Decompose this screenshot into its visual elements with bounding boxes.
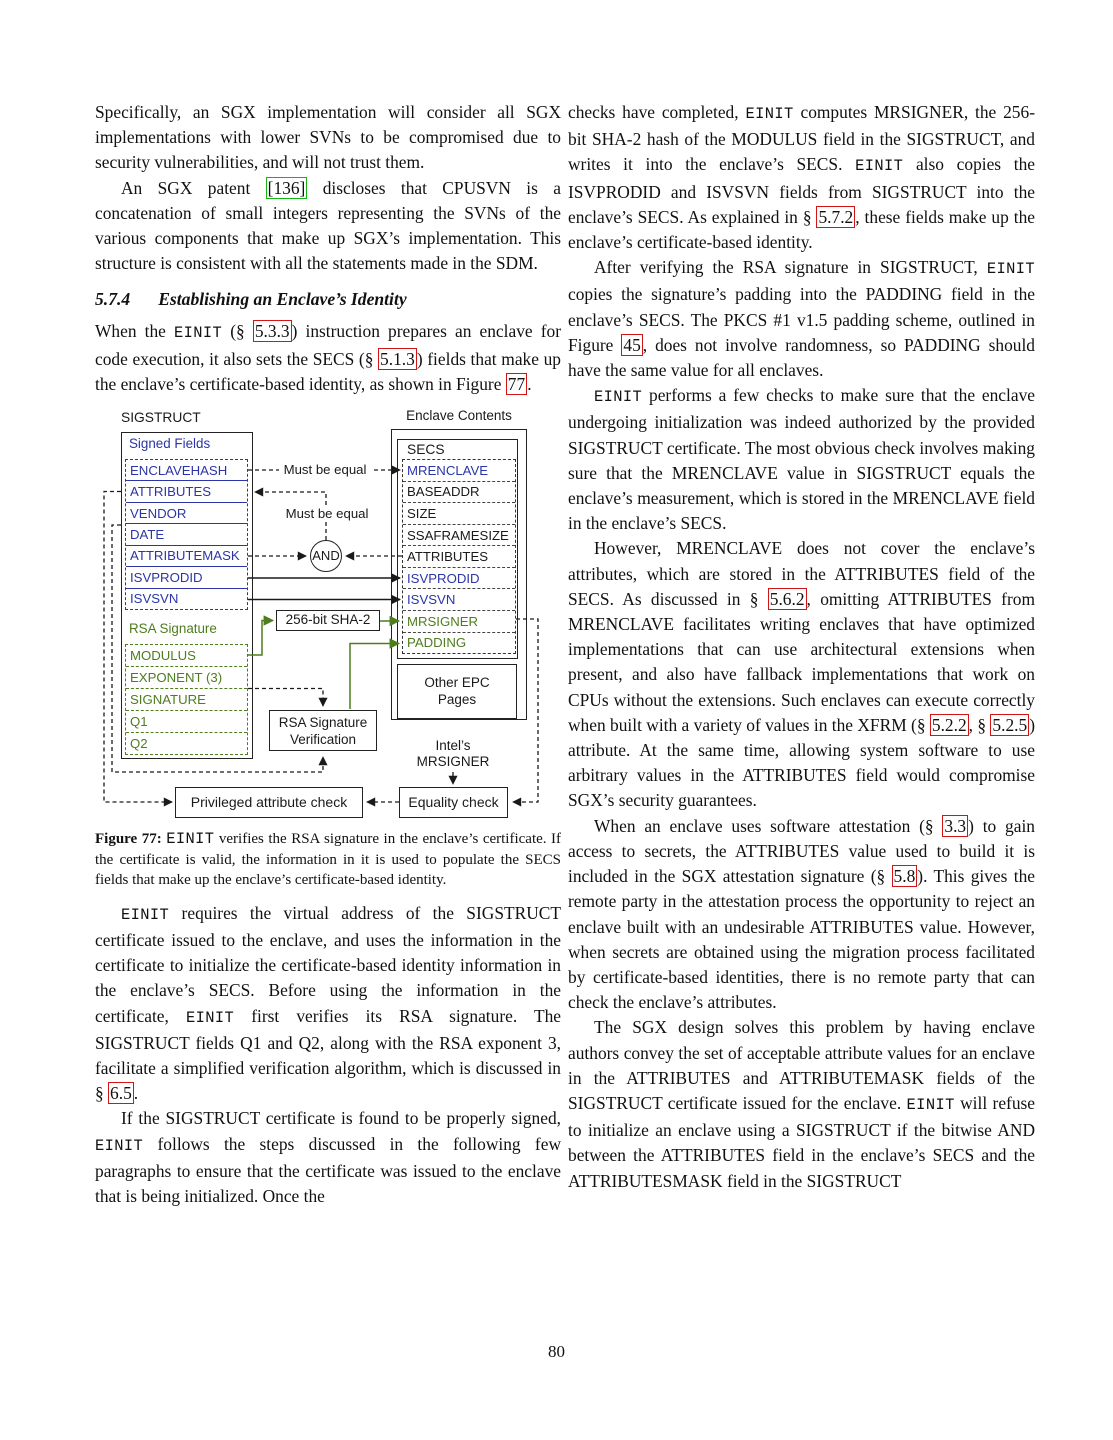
figure-caption: Figure 77: EINIT verifies the RSA signature in the enclave’s certificate. If the certificate is valid, the information in it is used to populate the SECS fields that make up the enclave’s certificate-based identity. (95, 830, 562, 889)
paragraph: An SGX patent [136] discloses that CPUSVN is a concatenation of small integers representing the SVNs of the various components that make up SGX’s implementation. This structure is consistent with all the statements made in the SDM. (95, 177, 561, 274)
inline-code: EINIT (166, 830, 215, 849)
field-row-enclavehash: ENCLAVEHASH (126, 460, 247, 481)
paragraph: However, MRENCLAVE does not cover the enclave’s attributes, which are stored in the ATTRIBUTES field of the SECS. As discussed in § 5.6.2 , omitting ATTRIBUTES from MRENCLAVE facilitates writing enclaves that have optimized implementations that can use architectural extensions when present, and also have fallback implementations that work on CPUs without the extensions. Such enclaves can execute correctly when built with a variety of values in the XFRM (§ 5.2.2 , § 5.2.5 ) attribute. At the same time, allowing system software to use arbitrary values in the ATTRIBUTES field would compromise SGX’s security guarantees. (568, 538, 1035, 811)
left-column (95, 100, 561, 1209)
section-ref-link[interactable]: 5.3.3 (254, 321, 290, 342)
section-ref-link[interactable]: 5.8 (893, 866, 916, 887)
inline-code: EINIT (745, 105, 794, 123)
paragraph: If the SIGSTRUCT certificate is found to be properly signed, EINIT follows the steps discussed in the following few paragraphs to ensure that the certificate was issued to the enclave that is being initialized. Once the (95, 1108, 561, 1207)
paragraph: After verifying the RSA signature in SIGSTRUCT, EINIT copies the signature’s padding into the PADDING field in the enclave’s SECS. The PKCS #1 v1.5 padding scheme, outlined in Figure 45 , does not involve randomness, so PADDING should have the same value for all enclaves. (568, 257, 1035, 381)
field-row-signature: SIGNATURE (126, 689, 247, 711)
inline-code: EINIT (906, 1095, 955, 1114)
field-row-attributes: ATTRIBUTES (403, 546, 515, 568)
right-column (568, 100, 1035, 1194)
intel-mrsigner-label (393, 738, 513, 770)
inline-code: EINIT (121, 905, 170, 924)
section-ref-link[interactable]: 5.1.3 (380, 348, 415, 369)
figure-77-diagram (95, 407, 561, 821)
paragraph: Specifically, an SGX implementation will consider all SGX implementations with lower SVNs to be compromised due to security vulnerabilities, and will not trust them. (95, 102, 561, 173)
rsa-verification-box (269, 710, 377, 751)
secs-fields-box (402, 459, 516, 654)
paragraph: EINIT performs a few checks to make sure that the enclave undergoing initialization was indeed authorized by the provided SIGSTRUCT certificate. The most obvious check involves making sure that the MRENCLAVE value in SIGSTRUCT equals the enclave’s measurement, which is stored in the MRENCLAVE field in the enclave’s SECS. (568, 385, 1035, 534)
rsa-verify-line2: Verification (289, 732, 357, 748)
field-row-size: SIZE (403, 503, 515, 525)
intel-line2: MRSIGNER (416, 754, 490, 770)
paragraph: checks have completed, EINIT computes MRSIGNER, the 256-bit SHA-2 hash of the MODULUS field in the SIGSTRUCT, and writes it into the enclave’s SECS. EINIT also copies the ISVPRODID and ISVSVN fields from SIGSTRUCT into the enclave’s SECS. As explained in § 5.7.2 , these fields make up the enclave’s certificate-based identity. (568, 102, 1035, 253)
other-epc-line1: Other EPC (424, 675, 490, 691)
secs-label: SECS (407, 442, 445, 458)
inline-bold: : (156, 831, 167, 848)
field-row-mrenclave: MRENCLAVE (403, 460, 515, 482)
page-number: 80 (548, 1342, 565, 1361)
equality-check-box: Equality check (399, 787, 508, 818)
must-be-equal-label-top: Must be equal (279, 462, 371, 477)
field-row-attributemask: ATTRIBUTEMASK (126, 546, 247, 567)
field-row-modulus: MODULUS (126, 645, 247, 667)
section-title: Establishing an Enclave’s Identity (158, 289, 407, 310)
rsa-signature-label: RSA Signature (129, 621, 217, 637)
rsa-signature-fields-box (125, 644, 248, 755)
section-number: 5.7.4 (95, 289, 131, 310)
must-be-equal-label-mid: Must be equal (281, 506, 373, 521)
field-row-baseaddr: BASEADDR (403, 482, 515, 504)
field-row-q1: Q1 (126, 711, 247, 733)
section-ref-link[interactable]: 45 (623, 334, 641, 355)
section-ref-link[interactable]: 5.2.5 (992, 714, 1028, 735)
inline-bold: Figure 77 (95, 831, 157, 848)
field-row-ssaframesize: SSAFRAMESIZE (403, 525, 515, 547)
section-ref-link[interactable]: 3.3 (944, 815, 967, 836)
field-row-q2: Q2 (130, 736, 148, 752)
section-ref-link[interactable]: 5.2.2 (931, 714, 967, 735)
sigstruct-title: SIGSTRUCT (121, 410, 201, 426)
arrow-signature-rsa-verify (248, 689, 323, 707)
other-epc-pages-box (397, 664, 517, 719)
paragraph: EINIT requires the virtual address of the SIGSTRUCT certificate issued to the enclave, and uses the information in the certificate to initialize the certificate-based identity information in the enclave’s SECS. Before using the information in the certificate, EINIT first verifies its RSA signature. The SIGSTRUCT fields Q1 and Q2, along with the RSA exponent 3, facilitate a simplified verification algorithm, which is discussed in § 6.5 . (95, 902, 561, 1104)
inline-code: EINIT (594, 388, 643, 407)
field-row-vendor: VENDOR (126, 503, 247, 524)
inline-code: EINIT (185, 1008, 235, 1027)
field-row-date: DATE (126, 524, 247, 545)
rsa-verify-line1: RSA Signature (278, 715, 368, 731)
section-ref-link[interactable]: 5.7.2 (818, 206, 854, 227)
field-row-isvprodid: ISVPRODID (126, 567, 247, 588)
field-row-mrsigner: MRSIGNER (403, 611, 515, 633)
privileged-attribute-check-box: Privileged attribute check (175, 787, 363, 818)
section-heading (95, 289, 561, 310)
signed-fields-label: Signed Fields (129, 436, 211, 452)
inline-code: EINIT (986, 260, 1035, 279)
section-ref-link[interactable]: 5.6.2 (769, 588, 805, 609)
section-ref-link[interactable]: 6.5 (110, 1083, 132, 1104)
sha2-box: 256-bit SHA-2 (276, 610, 380, 631)
inline-code: EINIT (855, 157, 904, 176)
signed-fields-box (125, 459, 248, 610)
enclave-contents-title: Enclave Contents (406, 408, 512, 424)
inline-code: EINIT (173, 324, 223, 343)
field-row-isvsvn: ISVSVN (403, 589, 515, 611)
field-row-exponent-3-: EXPONENT (3) (126, 667, 247, 689)
other-epc-line2: Pages (437, 692, 477, 708)
paragraph: When an enclave uses software attestation (§ 3.3 ) to gain access to secrets, the ATTRIBUTES value used to build it is included in the SGX attestation signature (§ 5.8 ). This gives the remote party in the attestation process the opportunity to reject an enclave built with an undesirable ATTRIBUTES value. However, when secrets are obtained using the migration process facilitated by certificate-based identities, there is no remote party that can check the enclave’s attributes. (568, 815, 1035, 1013)
paragraph: The SGX design solves this problem by having enclave authors convey the set of acceptable attribute values for an enclave in the ATTRIBUTES and ATTRIBUTEMASK fields of the SIGSTRUCT certificate issued for the enclave. EINIT will refuse to initialize an enclave using a SIGSTRUCT if the bitwise AND between the ATTRIBUTES field in the enclave’s SECS and the ATTRIBUTESMASK field in the SIGSTRUCT (568, 1017, 1036, 1191)
field-row-attributes: ATTRIBUTES (126, 481, 247, 502)
inline-code: EINIT (95, 1136, 144, 1155)
and-gate: AND (310, 540, 342, 572)
citation-link[interactable]: [136] (267, 177, 306, 198)
paragraph: When the EINIT (§ 5.3.3 ) instruction prepares an enclave for code execution, it also sets the SECS (§ 5.1.3 ) fields that make up the enclave’s certificate-based identity, as shown in Figure 77 . (95, 321, 561, 394)
field-row-isvprodid: ISVPRODID (403, 568, 515, 590)
section-ref-link[interactable]: 77 (507, 373, 526, 394)
field-row-padding: PADDING (407, 635, 467, 651)
intel-line1: Intel’s (435, 738, 471, 754)
field-row-isvsvn: ISVSVN (130, 591, 179, 607)
